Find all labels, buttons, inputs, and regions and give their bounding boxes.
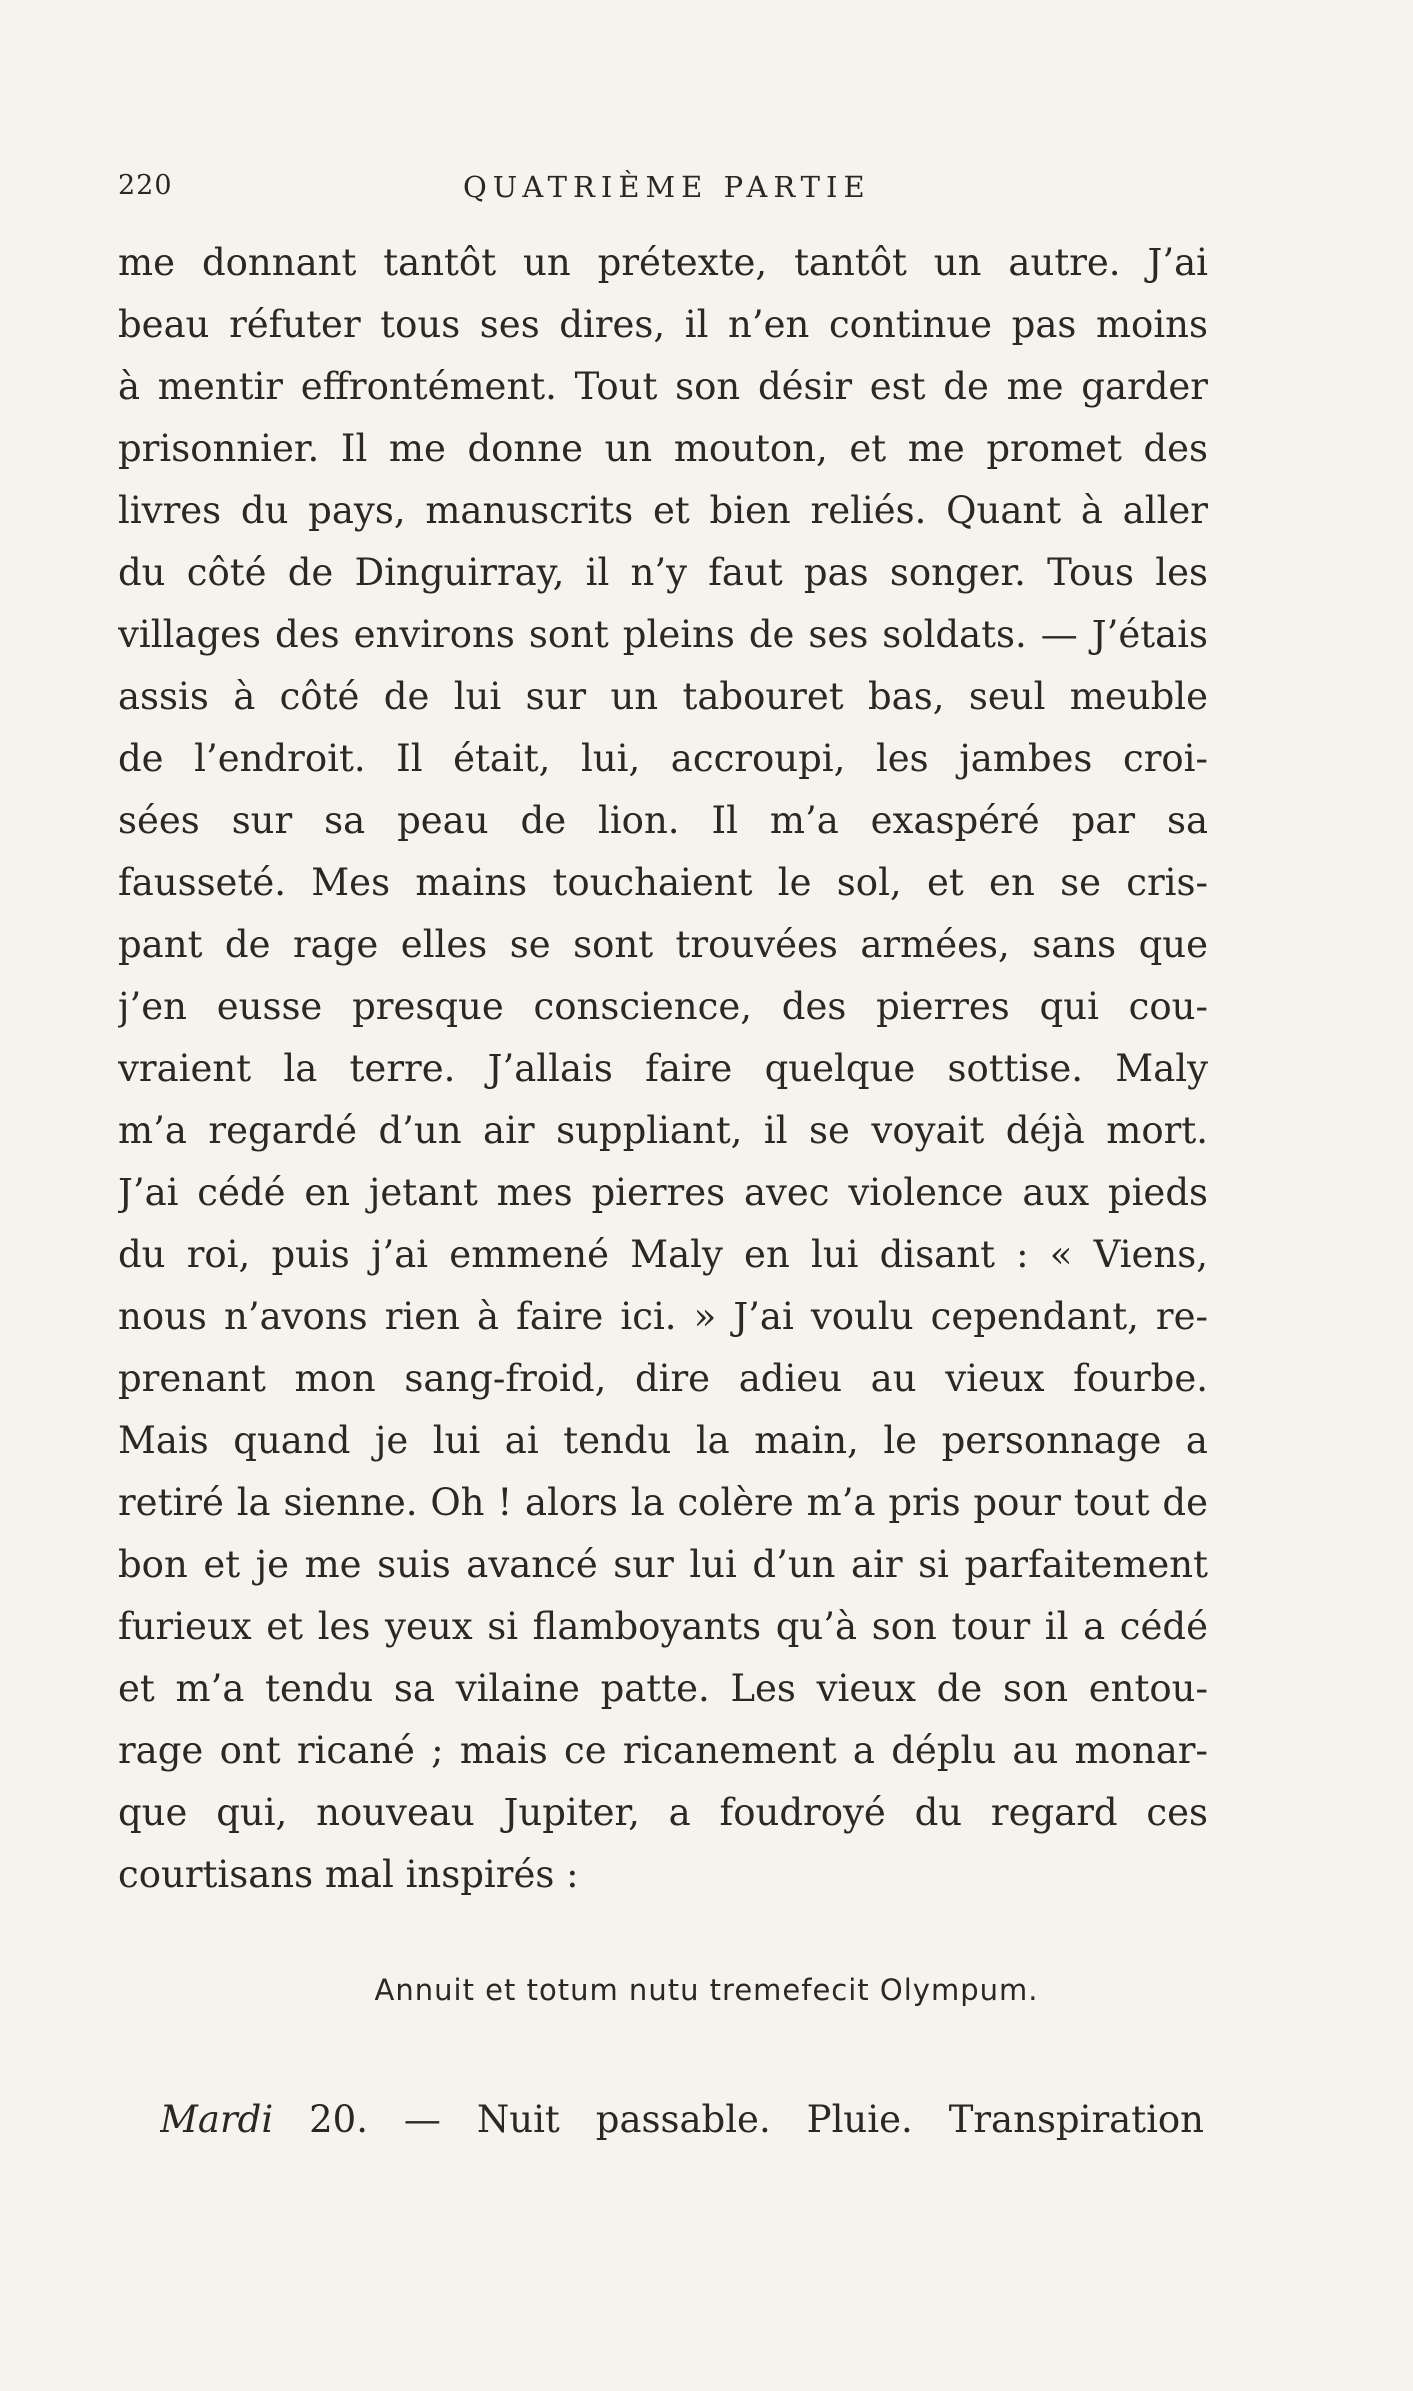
text-line: vraient la terre. J’allais faire quelque sottise. Maly <box>118 1047 1208 1090</box>
text-line: du roi, puis j’ai emmené Maly en lui disant : « Viens, <box>118 1233 1208 1276</box>
running-head <box>118 170 1208 210</box>
text-line: à mentir effrontément. Tout son désir est de me garder <box>118 365 1208 408</box>
text-line: villages des environs sont pleins de ses soldats. — J’étais <box>118 613 1208 656</box>
text-line: beau réfuter tous ses dires, il n’en continue pas moins <box>118 303 1208 346</box>
text-line: du côté de Dinguirray, il n’y faut pas songer. Tous les <box>118 551 1208 594</box>
text-line: livres du pays, manuscrits et bien reliés. Quant à aller <box>118 489 1208 532</box>
text-line: sées sur sa peau de lion. Il m’a exaspéré par sa <box>118 799 1208 842</box>
text-line: prisonnier. Il me donne un mouton, et me promet des <box>118 427 1208 470</box>
text-line: retiré la sienne. Oh ! alors la colère m’a pris pour tout de <box>118 1481 1208 1524</box>
page-number: 220 <box>118 170 173 201</box>
text-line: J’ai cédé en jetant mes pierres avec violence aux pieds <box>118 1171 1208 1214</box>
body-paragraph <box>118 232 1208 1906</box>
text-line: rage ont ricané ; mais ce ricanement a déplu au monar- <box>118 1729 1208 1772</box>
text-line: j’en eusse presque conscience, des pierres qui cou- <box>118 985 1208 1028</box>
section-title: QUATRIÈME PARTIE <box>463 170 871 204</box>
text-line: et m’a tendu sa vilaine patte. Les vieux de son entou- <box>118 1667 1208 1710</box>
text-line: que qui, nouveau Jupiter, a foudroyé du regard ces <box>118 1791 1208 1834</box>
text-line: nous n’avons rien à faire ici. » J’ai voulu cependant, re- <box>118 1295 1208 1338</box>
diary-entry-line <box>160 2090 1204 2150</box>
diary-text: 20. — Nuit passable. Pluie. Transpiration <box>309 2098 1204 2141</box>
text-line: courtisans mal inspirés : <box>118 1853 579 1896</box>
text-line: prenant mon sang-froid, dire adieu au vieux fourbe. <box>118 1357 1208 1400</box>
text-line: assis à côté de lui sur un tabouret bas, seul meuble <box>118 675 1208 718</box>
text-line: furieux et les yeux si flamboyants qu’à son tour il a cédé <box>118 1605 1208 1648</box>
text-line: me donnant tantôt un prétexte, tantôt un autre. J’ai <box>118 241 1208 284</box>
text-line: Mais quand je lui ai tendu la main, le personnage a <box>118 1419 1208 1462</box>
text-line: fausseté. Mes mains touchaient le sol, et en se cris- <box>118 861 1208 904</box>
latin-quotation: Annuit et totum nutu tremefecit Olympum. <box>374 1973 1039 2007</box>
text-line: pant de rage elles se sont trouvées armées, sans que <box>118 923 1208 966</box>
text-line: bon et je me suis avancé sur lui d’un air si parfaitement <box>118 1543 1208 1586</box>
diary-day: Mardi <box>160 2098 274 2141</box>
text-line: de l’endroit. Il était, lui, accroupi, les jambes croi- <box>118 737 1208 780</box>
text-line: m’a regardé d’un air suppliant, il se voyait déjà mort. <box>118 1109 1208 1152</box>
